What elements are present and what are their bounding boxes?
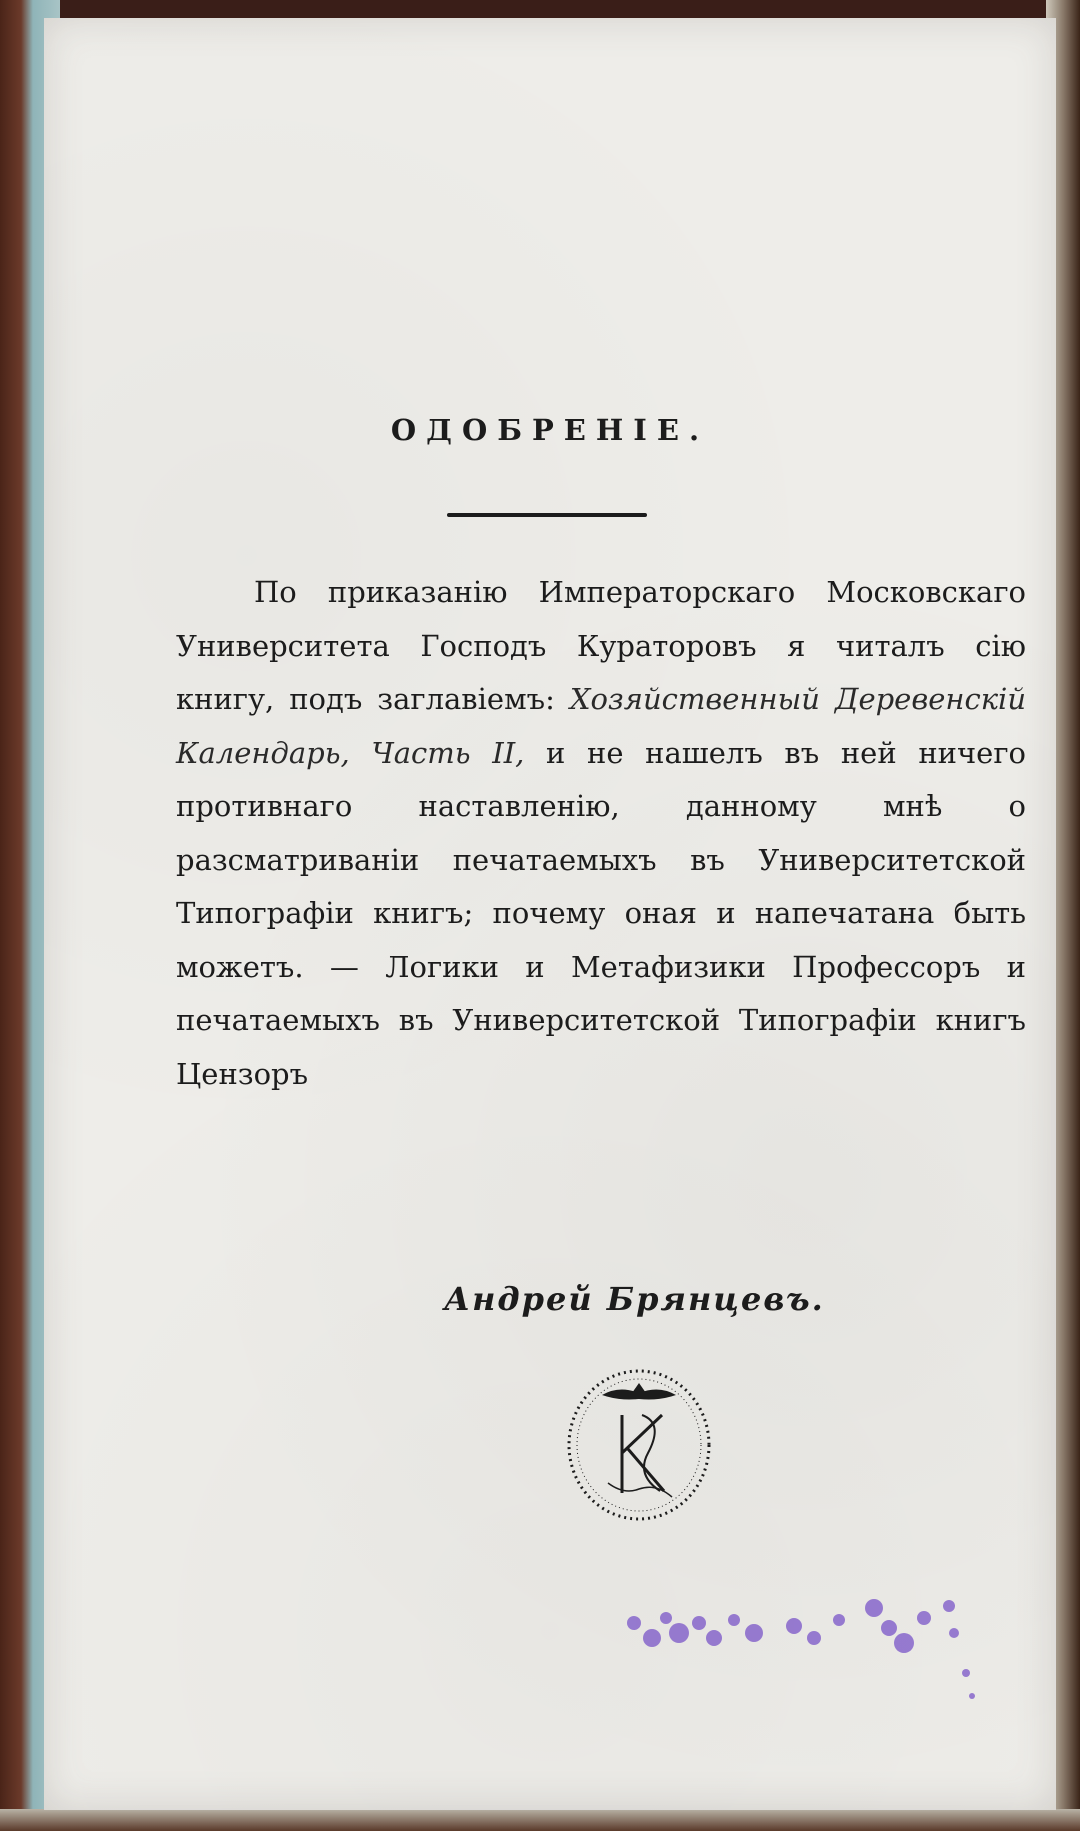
- book-title-italic: Хозяйственный Деревенскій Календарь, Часть II,: [176, 682, 1027, 770]
- library-inventory-stamp: [604, 1578, 994, 1718]
- title-rule: [447, 513, 647, 517]
- approval-text-part-2: и не нашелъ въ ней ничего противнаго наставленію, данному мнѣ о разсматриваніи печатаемыхъ въ Университетской Типографіи книгъ; почему оная и напечатана быть можетъ. — Логики и Метафизики Профессоръ и печатаемыхъ въ Университетской Типографіи книгъ Цензоръ: [176, 735, 1026, 1091]
- book-page: [44, 18, 1056, 1810]
- approval-text: [176, 566, 1026, 1101]
- university-emblem-icon: [564, 1363, 714, 1523]
- approval-text-part-1: По приказанію Императорскаго Московскаго Университета Господъ Кураторовъ я читалъ сію книгу, подъ заглавіемъ:: [176, 575, 1026, 716]
- censor-signature: Андрей Брянцевъ.: [444, 1280, 825, 1318]
- page-title: ОДОБРЕНІЕ.: [390, 413, 710, 447]
- book-binding-bottom: [0, 1809, 1080, 1831]
